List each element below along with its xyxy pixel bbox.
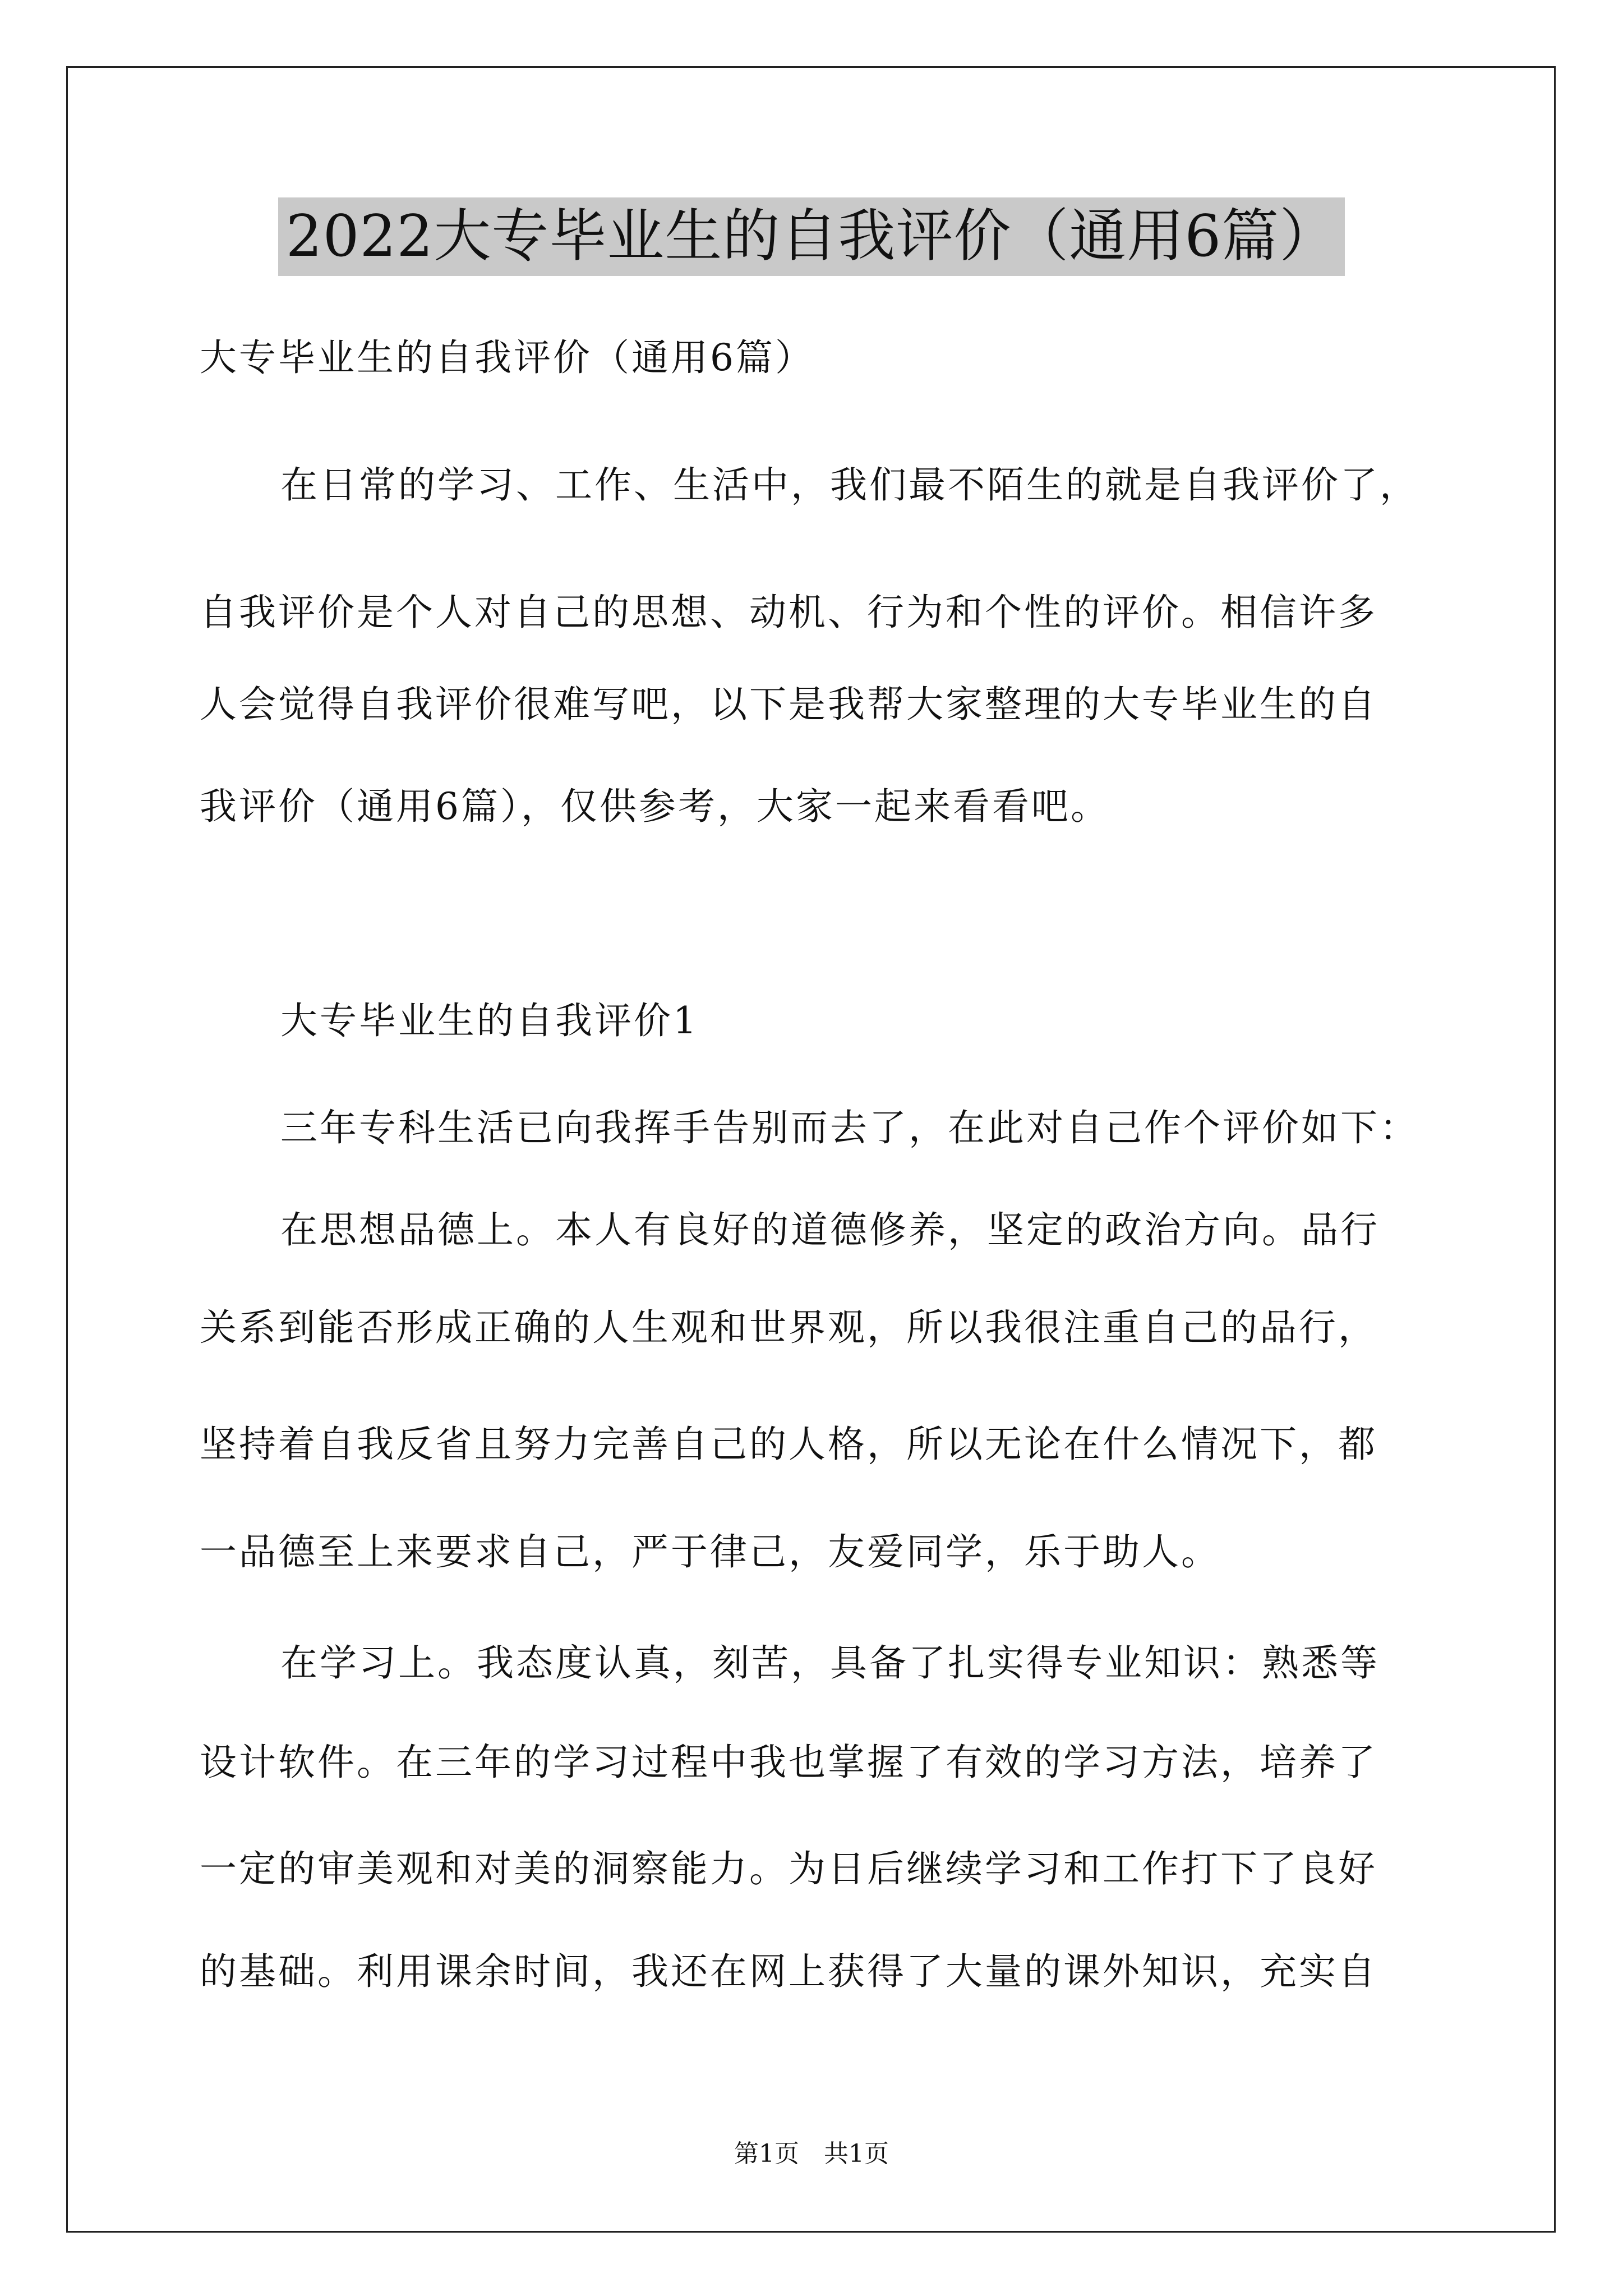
page-total: 共1页 <box>824 2139 889 2168</box>
body-line: 在学习上。我态度认真，刻苦，具备了扎实得专业知识：熟悉等 <box>280 1641 1380 1685</box>
page-number: 第1页 <box>734 2139 799 2168</box>
title-container <box>0 197 1623 276</box>
body-line: 一品德至上来要求自己，严于律己，友爱同学，乐于助人。 <box>200 1530 1220 1573</box>
document-title: 2022大专毕业生的自我评价（通用6篇） <box>278 197 1345 276</box>
body-line: 关系到能否形成正确的人生观和世界观，所以我很注重自己的品行， <box>200 1306 1377 1349</box>
body-line: 在思想品德上。本人有良好的道德修养，坚定的政治方向。品行 <box>280 1208 1380 1251</box>
body-line: 的基础。利用课余时间，我还在网上获得了大量的课外知识，充实自 <box>200 1950 1377 1993</box>
section-heading: 大专毕业生的自我评价1 <box>280 999 699 1042</box>
body-line: 坚持着自我反省且努力完善自己的人格，所以无论在什么情况下，都 <box>200 1423 1377 1466</box>
body-line: 三年专科生活已向我挥手告别而去了，在此对自己作个评价如下： <box>280 1106 1419 1149</box>
document-subtitle: 大专毕业生的自我评价（通用6篇） <box>200 336 814 379</box>
page-footer <box>0 2138 1623 2170</box>
body-line: 自我评价是个人对自己的思想、动机、行为和个性的评价。相信许多 <box>200 591 1377 634</box>
body-line: 一定的审美观和对美的洞察能力。为日后继续学习和工作打下了良好 <box>200 1847 1377 1890</box>
body-line: 人会觉得自我评价很难写吧，以下是我帮大家整理的大专毕业生的自 <box>200 683 1377 726</box>
body-line: 在日常的学习、工作、生活中，我们最不陌生的就是自我评价了， <box>280 463 1419 507</box>
body-line: 我评价（通用6篇），仅供参考，大家一起来看看吧。 <box>200 785 1110 828</box>
body-line: 设计软件。在三年的学习过程中我也掌握了有效的学习方法，培养了 <box>200 1741 1377 1784</box>
